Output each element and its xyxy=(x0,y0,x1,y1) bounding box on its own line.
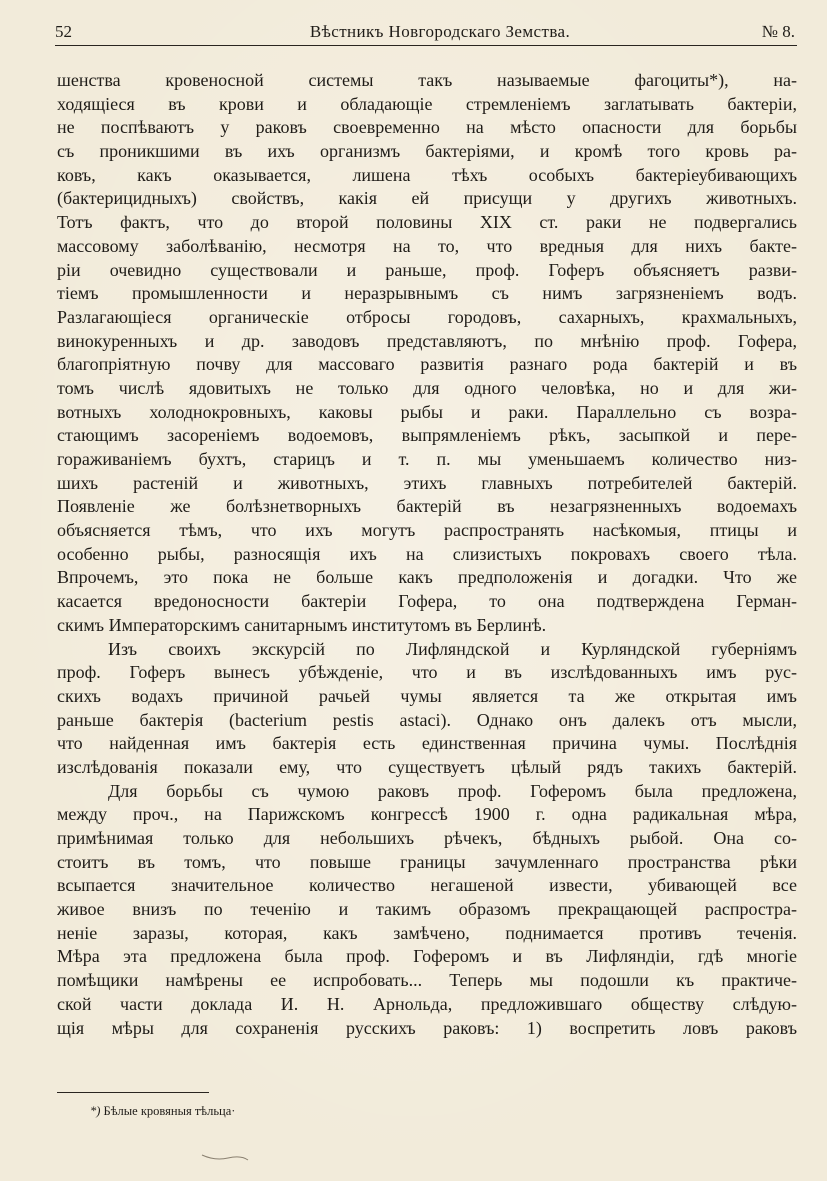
text-line: ковъ, какъ оказывается, лишена тѣхъ особыхъ бактеріеубивающихъ xyxy=(57,164,797,185)
text-line: (бактерицидныхъ) свойствъ, какія ей присущи у другихъ животныхъ. xyxy=(57,188,797,209)
text-line: шенства кровеносной системы такъ называемые фагоциты*), на- xyxy=(57,70,797,90)
text-line: особенно рыбы, разносящія ихъ на слизистыхъ покровахъ своего тѣла. xyxy=(57,543,797,564)
text-line: щія мѣры для сохраненія русскихъ раковъ: 1) воспретить ловъ раковъ xyxy=(57,1017,797,1038)
text-line: скихъ водахъ причиной рачьей чумы является та же открытая имъ xyxy=(57,685,797,706)
text-line: съ проникшими въ ихъ организмъ бактеріями, и кромѣ того кровь ра- xyxy=(57,141,797,162)
text-line: ріи очевидно существовали и раньше, проф. Гоферъ объясняетъ разви- xyxy=(57,259,797,280)
text-line: Для борьбы съ чумою раковъ проф. Гоферомъ была предложена, xyxy=(108,780,797,801)
text-line: что найденная имъ бактерія есть единственная причина чумы. Послѣднія xyxy=(57,733,797,754)
text-line: скимъ Императорскимъ санитарнымъ институтомъ въ Берлинѣ. xyxy=(57,614,547,635)
text-line: примѣнимая только для небольшихъ рѣчекъ, бѣдныхъ рыбой. Она со- xyxy=(57,828,797,848)
footnote-rule xyxy=(57,1092,209,1093)
text-line: между проч., на Парижскомъ конгрессѣ 1900 г. одна радикальная мѣра, xyxy=(57,804,797,825)
header-rule xyxy=(55,45,797,46)
text-line: Появленіе же болѣзнетворныхъ бактерій въ незагрязненныхъ водоемахъ xyxy=(57,496,797,517)
text-line: не поспѣваютъ у раковъ своевременно на мѣсто опасности для борьбы xyxy=(57,117,797,138)
journal-title: Вѣстникъ Новгородскаго Земства. xyxy=(309,22,571,41)
text-line: стающимъ засореніемъ водоемовъ, выпрямленіемъ рѣкъ, засыпкой и пере- xyxy=(57,425,797,446)
running-head xyxy=(55,20,795,48)
text-line: неніе заразы, которая, какъ замѣчено, поднимается противъ теченія. xyxy=(57,922,797,943)
text-line: Разлагающіеся органическіе отбросы городовъ, сахарныхъ, крахмальныхъ, xyxy=(57,306,797,327)
text-line: ходящіеся въ крови и обладающіе стремленіемъ заглатывать бактеріи, xyxy=(57,93,797,114)
text-line: вотныхъ холоднокровныхъ, каковы рыбы и раки. Параллельно съ возра- xyxy=(57,401,797,422)
text-line: гораживаніемъ бухтъ, старицъ и т. п. мы уменьшаемъ количество низ- xyxy=(57,449,797,469)
text-line: объясняется тѣмъ, что ихъ могутъ распространять насѣкомыя, птицы и xyxy=(57,520,797,541)
text-line: всыпается значительное количество негашеной извести, убивающей все xyxy=(57,875,797,896)
body-text xyxy=(57,69,797,1040)
text-line: Впрочемъ, это пока не больше какъ предположенія и догадки. Что же xyxy=(57,567,797,588)
footnote-mark: *) xyxy=(90,1104,101,1118)
text-line: массовому заболѣванію, несмотря на то, что вредныя для нихъ бакте- xyxy=(57,235,797,256)
text-line: изслѣдованія показали ему, что существуетъ цѣлый рядъ такихъ бактерій. xyxy=(57,756,797,777)
text-line: помѣщики намѣрены ее испробовать... Теперь мы подошли къ практиче- xyxy=(57,970,797,991)
text-line: томъ числѣ ядовитыхъ не только для одного человѣка, но и для жи- xyxy=(57,377,797,398)
footnote-text: Бѣлые кровяныя тѣльца· xyxy=(103,1104,236,1118)
text-line: ской части доклада И. Н. Арнольда, предложившаго обществу слѣдую- xyxy=(57,993,797,1014)
text-line: благопріятную почву для массоваго развитія разнаго рода бактерій и въ xyxy=(57,354,797,375)
text-line: винокуренныхъ и др. заводовъ представляютъ, по мнѣнію проф. Гофера, xyxy=(57,330,797,351)
text-line: касается вредоносности бактеріи Гофера, то она подтверждена Герман- xyxy=(57,591,797,612)
text-line: тіемъ промышленности и неразрывнымъ съ нимъ загрязненіемъ водъ. xyxy=(57,283,797,304)
issue-number: № 8. xyxy=(761,22,795,41)
text-line: живое внизъ по теченію и такимъ образомъ прекращающей распростра- xyxy=(57,899,797,920)
page-number: 52 xyxy=(55,22,72,41)
text-line: Тотъ фактъ, что до второй половины XIX ст. раки не подвергались xyxy=(57,212,797,233)
text-line: стоитъ въ томъ, что повыше границы зачумленнаго пространства рѣки xyxy=(57,851,797,872)
text-line: Изъ своихъ экскурсій по Лифляндской и Курляндской губерніямъ xyxy=(108,638,797,659)
text-line: раньше бактерія (bacterium pestis astaci). Однако онъ далекъ отъ мысли, xyxy=(57,709,797,730)
text-line: Мѣра эта предложена была проф. Гоферомъ и въ Лифляндіи, гдѣ многіе xyxy=(57,946,797,967)
text-line: шихъ растеній и животныхъ, этихъ главныхъ потребителей бактерій. xyxy=(57,472,797,493)
footnote xyxy=(90,1103,235,1119)
text-line: проф. Гоферъ вынесъ убѣжденіе, что и въ изслѣдованныхъ имъ рус- xyxy=(57,662,797,683)
ink-smudge xyxy=(200,1152,250,1162)
